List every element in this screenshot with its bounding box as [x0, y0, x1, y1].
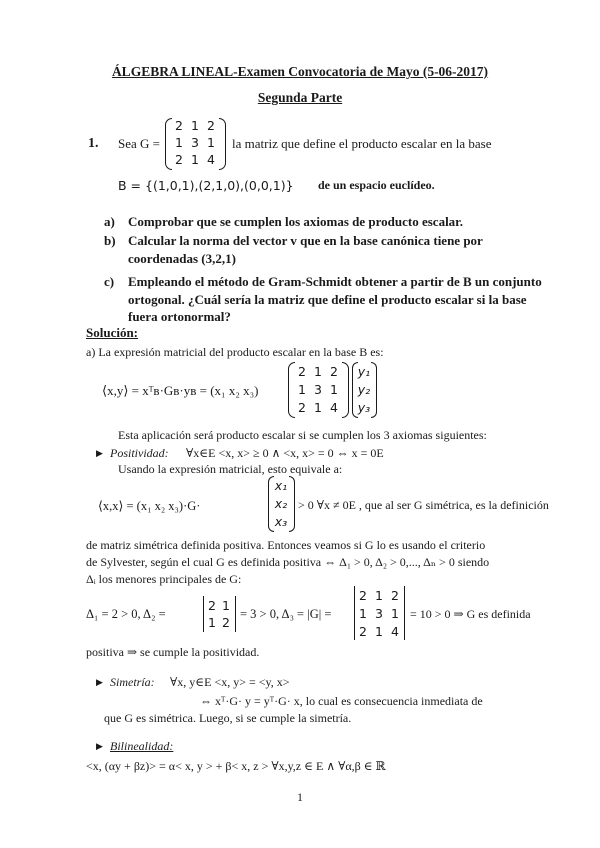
matrix-cell: 3	[314, 382, 322, 397]
positiva-text: positiva ⇒ se cumple la positividad.	[86, 645, 260, 659]
vector-cell: y₃	[357, 400, 371, 415]
matrix-G	[165, 118, 225, 170]
equation-2-x-vector	[268, 476, 294, 532]
basis-B: B = {(1,0,1),(2,1,0),(0,0,1)}	[118, 178, 294, 193]
vector-cell: x₂	[274, 496, 288, 511]
vector-cell: y₂	[357, 382, 371, 397]
simetria-line-2: ⇔ xᵀ·G· y = yᵀ·G· x, lo cual es consecuencia inmediata de	[200, 694, 483, 708]
bullet-triangle-icon: ▶	[96, 677, 103, 687]
matrix-cell: 1	[314, 400, 322, 415]
item-a-text: Comprobar que se cumplen los axiomas de producto escalar.	[128, 214, 464, 229]
basis-tail: de un espacio euclídeo.	[318, 178, 435, 192]
item-c-text-l3: fuera ortonormal?	[128, 309, 231, 324]
equation-2-lhs: ⟨x,x⟩ = (x₁ x₂ x₃)·G·	[98, 499, 201, 513]
matrix-cell: 2	[207, 118, 215, 133]
delta-1: Δ₁ = 2 > 0, Δ₂ =	[86, 607, 166, 621]
matrix-cell: 2	[330, 364, 338, 379]
vector-cell: y₁	[357, 364, 371, 379]
matrix-cell: 1	[359, 606, 367, 621]
simetria-label: Simetría:	[110, 675, 155, 689]
bullet-triangle-icon: ▶	[96, 448, 103, 458]
matrix-cell: 3	[191, 135, 199, 150]
matrix-cell: 1	[208, 615, 216, 630]
matrix-cell: 2	[391, 588, 399, 603]
matrix-cell: 1	[298, 382, 306, 397]
item-b-label: b)	[104, 233, 116, 248]
matrix-cell: 2	[175, 118, 183, 133]
paren-right	[289, 476, 295, 532]
matrix-cell: 1	[191, 118, 199, 133]
delta-3-determinant	[354, 586, 406, 642]
matrix-cell: 1	[391, 606, 399, 621]
usando-text: Usando la expresión matricial, esto equivale a:	[118, 462, 343, 476]
bullet-triangle-icon: ▶	[96, 741, 103, 751]
solution-a-intro: a) La expresión matricial del producto escalar en la base B es:	[86, 345, 384, 359]
aplicacion-text: Esta aplicación será producto escalar si se cumplen los 3 axiomas siguientes:	[118, 428, 487, 442]
exam-title: ÁLGEBRA LINEAL-Examen Convocatoria de Mayo (5-06-2017)	[111, 64, 489, 79]
delta-3-result: = 10 > 0 ⇒ G es definida	[410, 607, 531, 621]
delta-2-result: = 3 > 0, Δ₃ = |G| =	[240, 607, 332, 621]
definition-line-3: Δᵢ los menores principales de G:	[86, 572, 242, 586]
matrix-cell: 1	[330, 382, 338, 397]
bilinealidad-formula: <x, (αy + βz)> = α< x, y > + β< x, z > ∀x,y,z ∈ E ∧ ∀α,β ∈ ℝ	[86, 759, 386, 773]
solution-heading: Solución:	[86, 325, 139, 340]
vector-cell: x₁	[274, 478, 288, 493]
bilinealidad-label: Bilinealidad:	[110, 739, 174, 753]
item-b-text-l2: coordenadas (3,2,1)	[128, 251, 236, 266]
definition-line-2: de Sylvester, según el cual G es definida positiva ⇔ Δ₁ > 0, Δ₂ > 0,..., Δₙ > 0 siendo	[86, 555, 490, 569]
matrix-cell: 1	[175, 135, 183, 150]
item-b-text-l1: Calcular la norma del vector v que en la base canónica tiene por	[128, 233, 483, 248]
equation-2-rhs: > 0 ∀x ≠ 0E , que al ser G simétrica, es la definición	[298, 498, 549, 512]
det-bar-right	[235, 596, 236, 632]
matrix-cell: 4	[391, 624, 399, 639]
det-bar-right	[404, 586, 405, 640]
matrix-cell: 4	[330, 400, 338, 415]
matrix-cell: 2	[359, 588, 367, 603]
item-c-text-l2: ortogonal. ¿Cuál sería la matriz que define el producto escalar si la base	[128, 292, 527, 307]
paren-right	[342, 362, 349, 418]
equation-1-y-vector	[352, 362, 376, 418]
problem-number: 1.	[88, 136, 99, 151]
matrix-cell: 1	[207, 135, 215, 150]
matrix-cell: 1	[314, 364, 322, 379]
matrix-cell: 2	[298, 364, 306, 379]
matrix-cell: 2	[298, 400, 306, 415]
matrix-cell: 1	[375, 624, 383, 639]
matrix-cell: 3	[375, 606, 383, 621]
equation-1-matrix-G	[288, 362, 348, 418]
matrix-cell: 2	[359, 624, 367, 639]
delta-2-determinant	[203, 596, 237, 634]
matrix-cell: 1	[375, 588, 383, 603]
page-number: 1	[297, 790, 303, 804]
item-c-label: c)	[104, 274, 115, 289]
matrix-cell: 2	[222, 615, 230, 630]
exam-subtitle: Segunda Parte	[257, 90, 343, 105]
problem-intro-sea: Sea G =	[118, 136, 160, 151]
matrix-cell: 4	[207, 152, 215, 167]
definition-line-1: de matriz simétrica definida positiva. Entonces veamos si G lo es usando el criterio	[86, 538, 486, 552]
simetria-formula: ∀x, y∈E <x, y> = <y, x>	[170, 675, 290, 689]
matrix-cell: 1	[222, 598, 230, 613]
item-c-text-l1: Empleando el método de Gram-Schmidt obtener a partir de B un conjunto	[128, 274, 542, 289]
matrix-cell: 2	[175, 152, 183, 167]
problem-intro-rest: la matriz que define el producto escalar en la base	[232, 136, 492, 151]
vector-cell: x₃	[274, 514, 288, 529]
simetria-line-3: que G es simétrica. Luego, si se cumple la simetría.	[104, 711, 352, 725]
item-a-label: a)	[104, 214, 115, 229]
matrix-right-paren	[219, 118, 226, 170]
matrix-cell: 2	[208, 598, 216, 613]
positividad-formula: ∀x∈E <x, x> ≥ 0 ∧ <x, x> = 0 ⇔ x = 0E	[186, 446, 384, 460]
positividad-label: Positividad:	[110, 446, 169, 460]
equation-1-lhs: ⟨x,y⟩ = xᵀʙ·Gʙ·yʙ = (x₁ x₂ x₃)	[102, 383, 259, 398]
matrix-cell: 1	[191, 152, 199, 167]
